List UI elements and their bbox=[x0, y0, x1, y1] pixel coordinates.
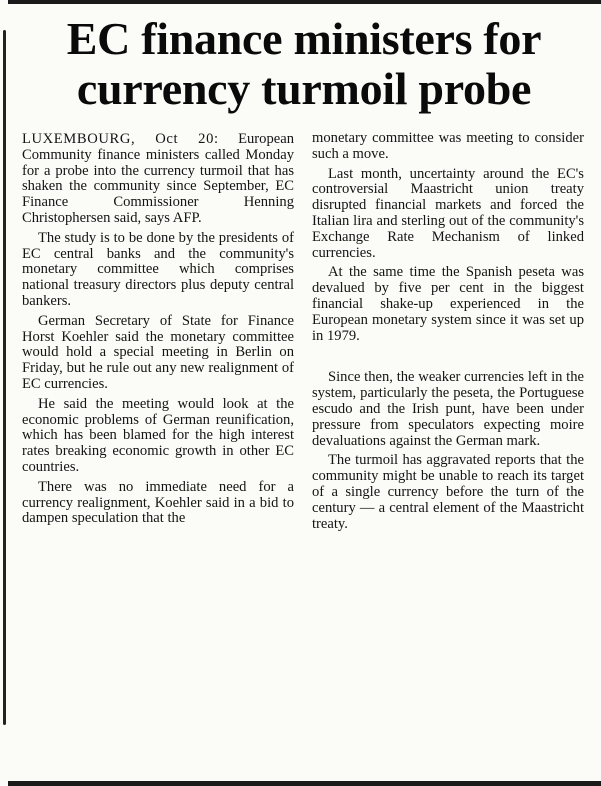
article-column-left bbox=[22, 132, 294, 531]
article-paragraph bbox=[22, 132, 294, 227]
article-paragraph: Last month, uncertainty around the EC's controversial Maastricht union treaty disrupted financial markets and forced the Italian lira and sterling out of the community's Exchange Rate Mechanism of linked currencies. bbox=[312, 165, 584, 261]
headline-line-1: EC finance ministers for bbox=[66, 13, 542, 64]
article-paragraph: The turmoil has aggravated reports that the community might be unable to reach its target of a single currency before the turn of the century — a central element of the Maastricht treaty. bbox=[312, 452, 584, 532]
article-paragraph: He said the meeting would look at the economic problems of German reunification, which has been blamed for the high interest rates breaking economic growth in other EC countries. bbox=[22, 395, 294, 475]
article-paragraph: monetary committee was meeting to consider such a move. bbox=[312, 130, 584, 162]
left-border-rule bbox=[3, 30, 6, 725]
article-paragraph: German Secretary of State for Finance Horst Koehler said the monetary committee would hold a special meeting in Berlin on Friday, but he rule out any new realignment of EC currencies. bbox=[22, 312, 294, 392]
article-paragraph: At the same time the Spanish peseta was devalued by five per cent in the biggest financial shake-up experienced in the European monetary system since it was set up in 1979. bbox=[312, 264, 584, 344]
top-border-rule bbox=[8, 0, 601, 4]
dateline: LUXEMBOURG, Oct 20: bbox=[22, 131, 219, 147]
article-paragraph: There was no immediate need for a currency realignment, Koehler said in a bid to dampen speculation that the bbox=[22, 478, 294, 527]
paragraph-text: European Community finance ministers called Monday for a probe into the currency turmoil that has shaken the community since September, EC Finance Commissioner Henning Christophersen said, says AFP. bbox=[22, 131, 294, 226]
article-paragraph: Since then, the weaker currencies left in the system, particularly the peseta, the Portuguese escudo and the Irish punt, have been under pressure from speculators expecting moire devaluations against the German mark. bbox=[312, 369, 584, 449]
headline-line-2: currency turmoil probe bbox=[76, 63, 532, 114]
headline bbox=[14, 14, 594, 114]
article-paragraph: The study is to be done by the presidents of EC central banks and the community's monetary committee which comprises national treasury directors plus deputy central bankers. bbox=[22, 229, 294, 309]
article-column-right bbox=[312, 131, 584, 536]
bottom-border-rule bbox=[8, 781, 601, 786]
